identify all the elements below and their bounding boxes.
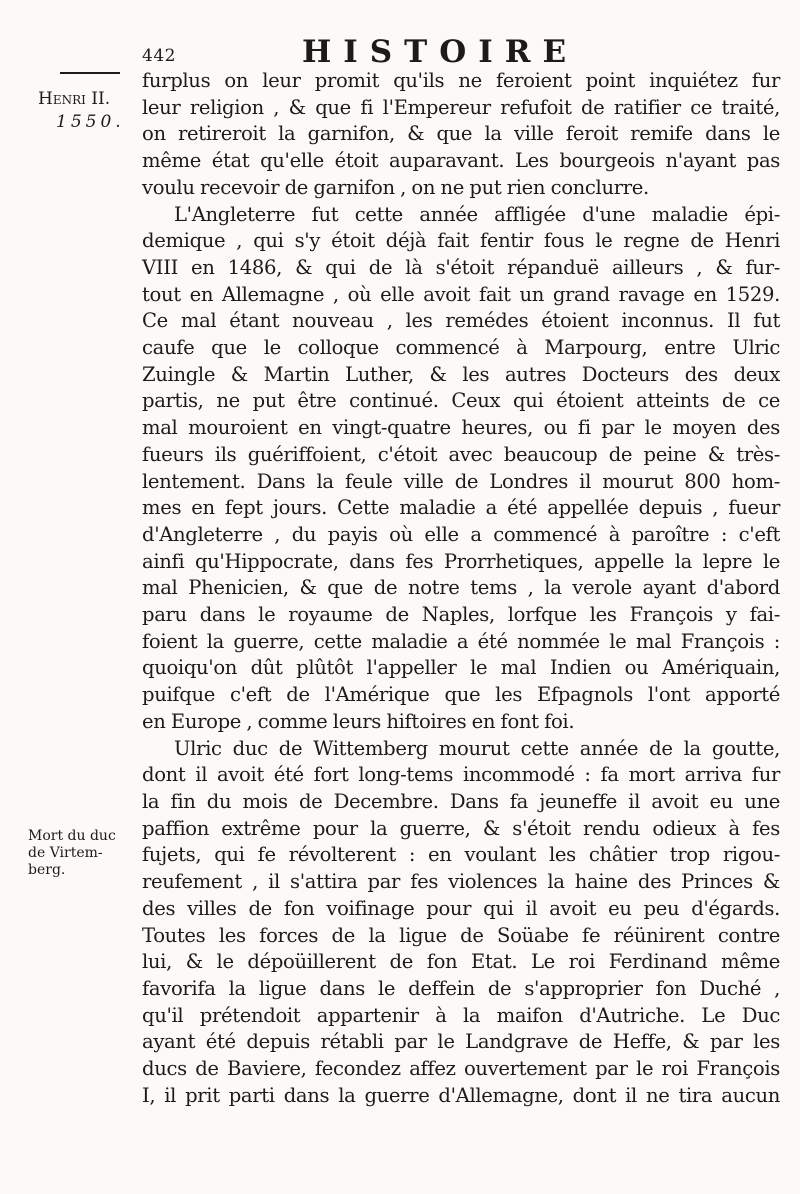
body-line: tout en Allemagne , où elle avoit fait un grand ravage en 1529. [142, 282, 780, 306]
running-title: HISTOIRE [302, 34, 579, 70]
body-line: Ce mal étant nouveau , les remédes étoient inconnus. Il fut [142, 309, 780, 333]
body-line: en Europe , comme leurs hiftoires en font foi. [142, 709, 575, 733]
page-number: 442 [142, 46, 176, 66]
header-rule [60, 72, 120, 74]
margin-reign: Henri II. [38, 89, 111, 109]
body-text [142, 68, 780, 1109]
body-line: paffion extrême pour la guerre, & s'étoit rendu odieux à fes [142, 816, 780, 840]
body-line: des villes de fon voifinage pour qui il avoit eu peu d'égards. [142, 896, 780, 920]
body-line: paru dans le royaume de Naples, lorfque les François y fai- [142, 603, 780, 627]
margin-note [28, 828, 128, 879]
body-line: la fin du mois de Decembre. Dans fa jeuneffe il avoit eu une [142, 789, 780, 813]
body-line: ayant été depuis rétabli par le Landgrave de Heffe, & par les [142, 1030, 780, 1054]
body-line: favorifa la ligue dans le deffein de s'approprier fon Duché , [142, 976, 780, 1000]
body-line: fujets, qui fe révolterent : en voulant les châtier trop rigou- [142, 843, 780, 867]
body-line: dont il avoit été fort long-tems incommodé : fa mort arriva fur [142, 763, 780, 787]
body-line: L'Angleterre fut cette année affligée d'une maladie épi- [174, 202, 780, 226]
margin-note-line: de Virtem- [28, 845, 103, 861]
body-line: reufement , il s'attira par fes violences la haine des Princes & [142, 870, 780, 894]
body-line: lui, & le dépoüillerent de fon Etat. Le roi Ferdinand même [142, 950, 780, 974]
margin-note-line: berg. [28, 862, 66, 878]
body-line: ainfi qu'Hippocrate, dans fes Prorrhetiques, appelle la lepre le [142, 549, 780, 573]
body-line: même état qu'elle étoit auparavant. Les bourgeois n'ayant pas [142, 149, 780, 173]
body-line: I, il prit parti dans la guerre d'Allemagne, dont il ne tira aucun [142, 1083, 780, 1107]
body-line: lentement. Dans la feule ville de Londres il mourut 800 hom- [142, 469, 780, 493]
body-line: mal mouroient en vingt-quatre heures, ou fi par le moyen des [142, 416, 780, 440]
body-line: caufe que le colloque commencé à Marpourg, entre Ulric [142, 336, 780, 360]
body-line: fueurs ils guériffoient, c'étoit avec beaucoup de peine & très- [142, 442, 780, 466]
body-line: voulu recevoir de garnifon , on ne put rien conclurre. [142, 175, 649, 199]
body-line: demique , qui s'y étoit déjà fait fentir fous le regne de Henri [142, 229, 780, 253]
margin-note-line: Mort du duc [28, 828, 116, 844]
body-line: mal Phenicien, & que de notre tems , la verole ayant d'abord [142, 576, 780, 600]
body-line: quoiqu'on dût plûtôt l'appeller le mal Indien ou Amériquain, [142, 656, 780, 680]
body-line: Toutes les forces de la ligue de Soüabe fe réünirent contre [142, 923, 780, 947]
body-line: mes en fept jours. Cette maladie a été appellée depuis , fueur [142, 496, 780, 520]
body-line: ducs de Baviere, fecondez affez ouvertement par le roi François [142, 1057, 780, 1081]
body-line: partis, ne put être continué. Ceux qui étoient atteints de ce [142, 389, 780, 413]
body-line: on retireroit la garnifon, & que la ville feroit remife dans le [142, 122, 780, 146]
margin-year: 1550. [56, 112, 125, 132]
body-line: foient la guerre, cette maladie a été nommée le mal François : [142, 629, 780, 653]
body-line: furplus on leur promit qu'ils ne feroient point inquiétez fur [142, 69, 780, 92]
body-line: puifque c'eft de l'Amérique que les Efpagnols l'ont apporté [142, 683, 780, 707]
body-line: Ulric duc de Wittemberg mourut cette année de la goutte, [174, 736, 780, 760]
body-line: d'Angleterre , du payis où elle a commencé à paroître : c'eft [142, 522, 780, 546]
body-line: leur religion , & que fi l'Empereur refufoit de ratifier ce traité, [142, 95, 780, 119]
body-line: Zuingle & Martin Luther, & les autres Docteurs des deux [142, 362, 780, 386]
body-line: VIII en 1486, & qui de là s'étoit répanduë ailleurs , & fur- [142, 255, 780, 279]
body-line: qu'il prétendoit appartenir à la maifon d'Autriche. Le Duc [142, 1003, 780, 1027]
